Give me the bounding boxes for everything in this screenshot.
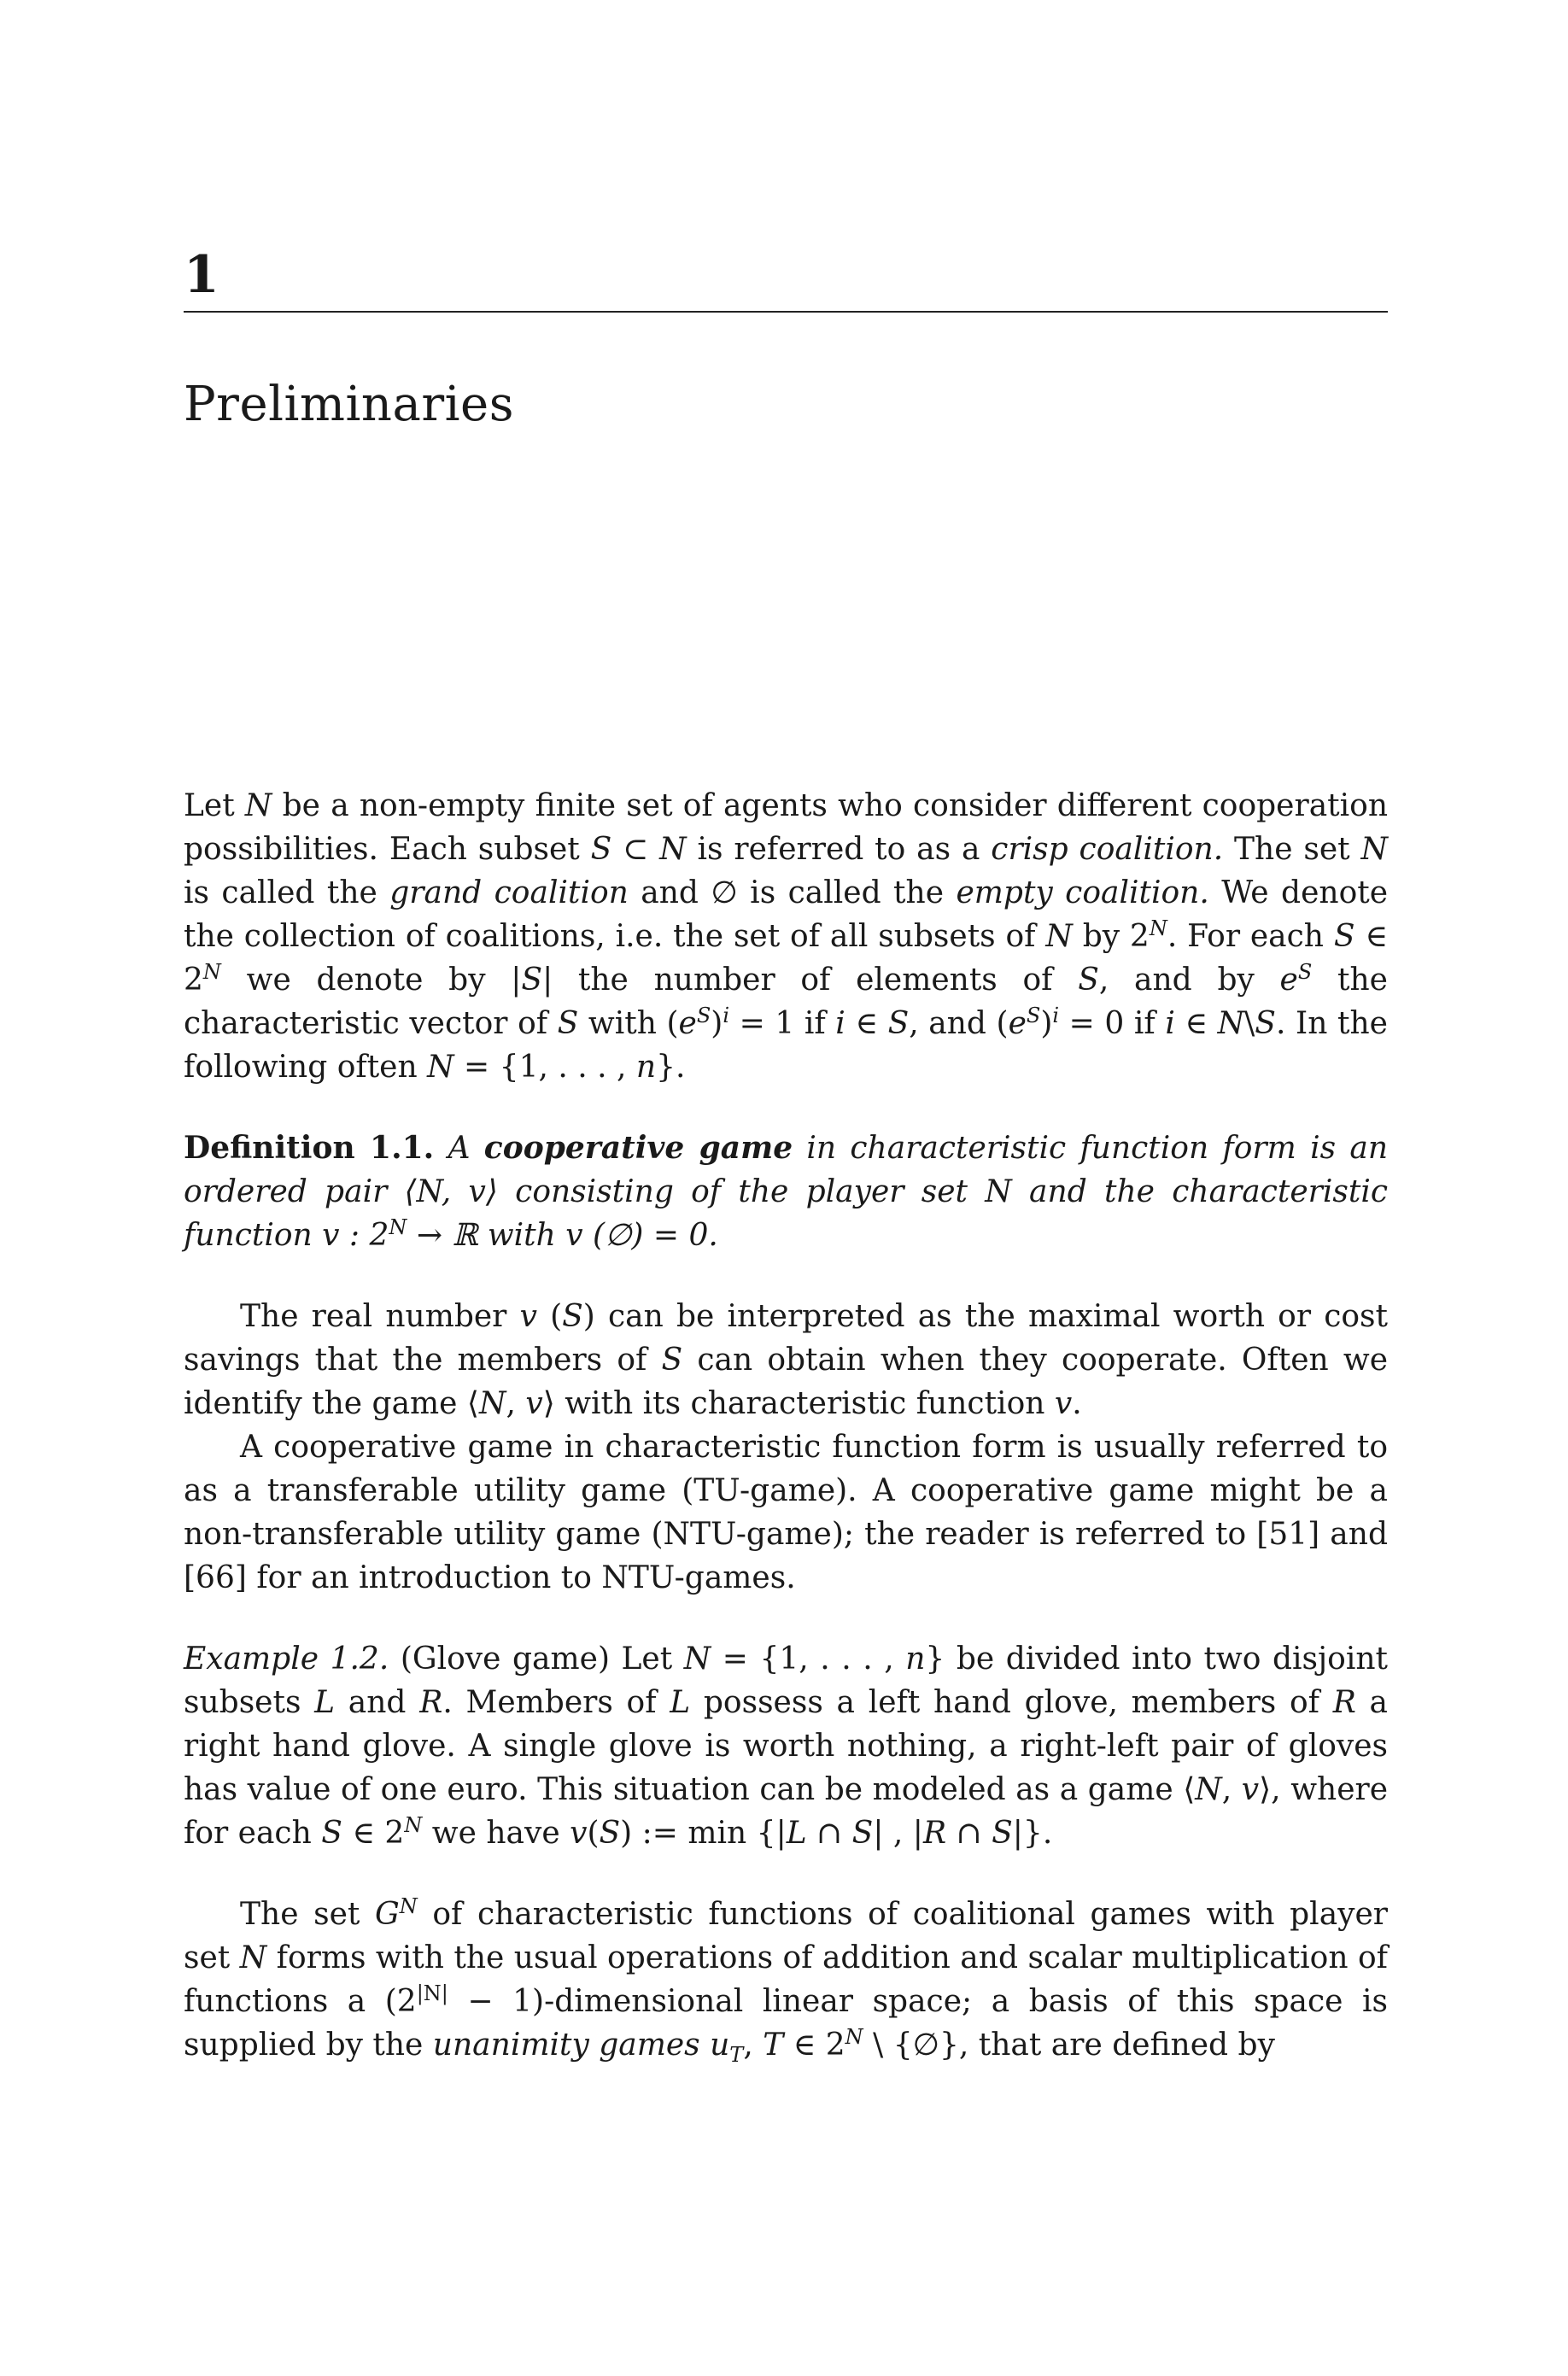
- term-cooperative-game: cooperative game: [483, 1130, 793, 1166]
- term-grand-coalition: grand coalition: [389, 875, 629, 910]
- chapter-title: Preliminaries: [184, 376, 514, 432]
- definition-1-1: Definition 1.1. A cooperative game in characteristic function form is an ordered pair ⟨N, v⟩ consisting of the player set N and the characteristic function v : $2^N$ → ℝ with v (∅) = 0.: [184, 1130, 1389, 1253]
- paragraph-unanimity-games: The set $G^N$ of characteristic functions of coalitional games with player set N forms with the usual operations of addition and scalar multiplication of functions a ($2^{|N|}$ − 1)-dimensional linear space; a basis of this space is supplied by the unanimity games $u_T$, T ∈ $2^N$ \ {∅}, that are defined by: [184, 1894, 1389, 2068]
- term-crisp-coalition: crisp coalition.: [991, 832, 1224, 867]
- paragraph-tu-game: A cooperative game in characteristic function form is usually referred to as a transferable utility game (TU-game). A cooperative game might be a non-transferable utility game (NTU-game); the reader is referred to [51] and [66] for an introduction to NTU-games.: [184, 1430, 1388, 1595]
- intro-paragraph: Let N be a non-empty finite set of agents who consider different cooperation possibilities. Each subset S ⊂ N is referred to as a crisp coalition. The set N is called the grand coalition and ∅ is called the empty coalition. We denote the collection of coalitions, i.e. the set of all subsets of N by $2^N$. For each S ∈ $2^N$ we denote by |S| the number of elements of S, and by $e^S$ the characteristic vector of S with $(e^S)^i = 1$ if i ∈ S, and $(e^S)^i = 0$ if i ∈ N\S. In the following often N = {1, . . . , n}.: [184, 788, 1389, 1085]
- chapter-rule: [184, 311, 1388, 313]
- term-unanimity-games: unanimity games: [432, 2028, 700, 2063]
- definition-label: Definition 1.1.: [184, 1130, 435, 1166]
- body-text: [184, 784, 1388, 2067]
- term-empty-coalition: empty coalition.: [956, 875, 1209, 910]
- paragraph-real-number: The real number v (S) can be interpreted as the maximal worth or cost savings that the members of S can obtain when they cooperate. Often we identify the game ⟨N, v⟩ with its characteristic function v.: [184, 1299, 1388, 1421]
- example-label: Example 1.2.: [184, 1642, 389, 1677]
- example-1-2: Example 1.2. (Glove game) Let N = {1, . . . , n} be divided into two disjoint subsets L and R. Members of L possess a left hand glove, members of R a right hand glove. A single glove is worth nothing, a right-left pair of gloves has value of one euro. This situation can be modeled as a game ⟨N, v⟩, where for each S ∈ $2^N$ we have v(S) := min {|L ∩ S| , |R ∩ S|}.: [184, 1642, 1389, 1851]
- chapter-number: 1: [184, 245, 219, 305]
